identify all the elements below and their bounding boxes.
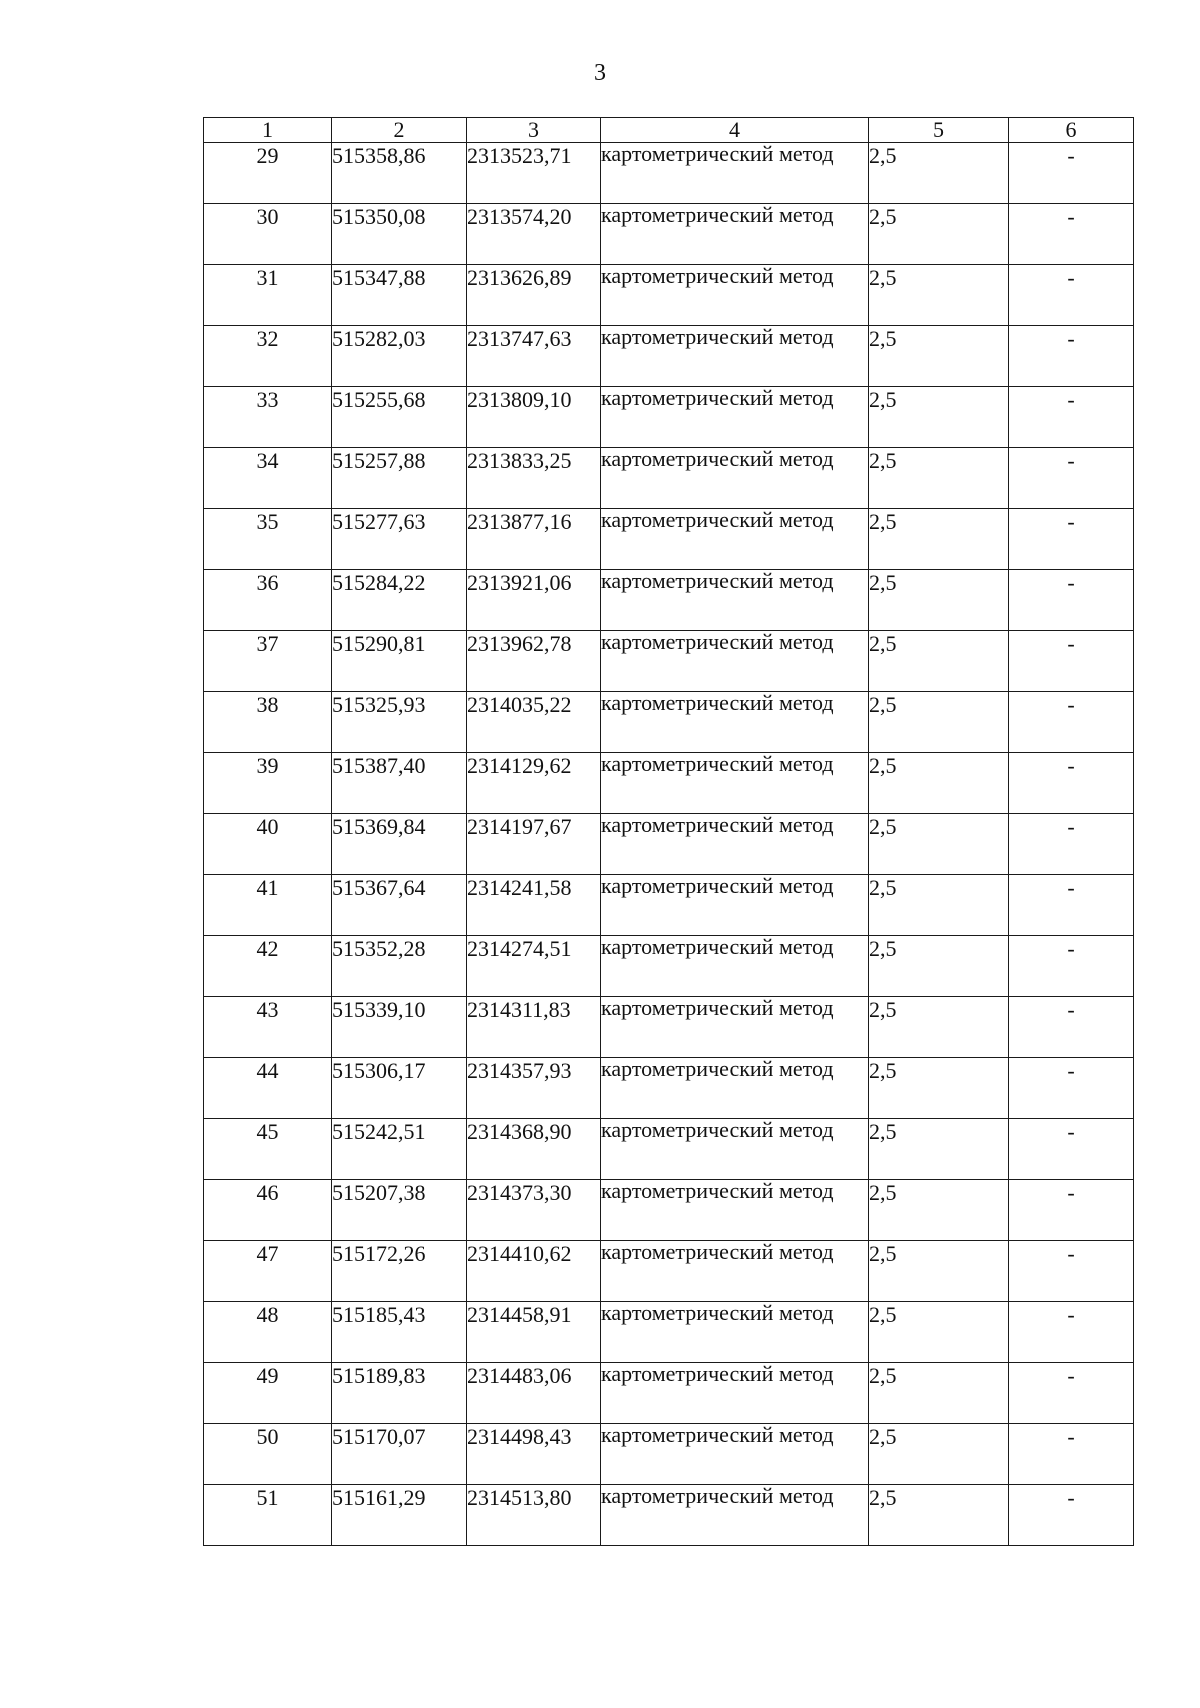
point-number-cell: 46 (204, 1180, 332, 1241)
note-cell: - (1009, 570, 1134, 631)
point-number-cell: 51 (204, 1485, 332, 1546)
y-coordinate-cell: 2313962,78 (467, 631, 601, 692)
note-cell: - (1009, 509, 1134, 570)
accuracy-cell: 2,5 (869, 509, 1009, 570)
method-cell: картометрический метод (601, 1119, 869, 1180)
table-row (204, 692, 1134, 753)
note-cell: - (1009, 692, 1134, 753)
note-cell: - (1009, 387, 1134, 448)
accuracy-cell: 2,5 (869, 1485, 1009, 1546)
method-cell: картометрический метод (601, 448, 869, 509)
point-number-cell: 35 (204, 509, 332, 570)
method-cell: картометрический метод (601, 204, 869, 265)
x-coordinate-cell: 515347,88 (332, 265, 467, 326)
header-col-1: 1 (204, 118, 332, 143)
page-number: 3 (594, 60, 606, 86)
table-row (204, 509, 1134, 570)
x-coordinate-cell: 515255,68 (332, 387, 467, 448)
method-cell: картометрический метод (601, 326, 869, 387)
x-coordinate-cell: 515352,28 (332, 936, 467, 997)
point-number-cell: 31 (204, 265, 332, 326)
method-cell: картометрический метод (601, 1485, 869, 1546)
note-cell: - (1009, 997, 1134, 1058)
method-cell: картометрический метод (601, 1058, 869, 1119)
accuracy-cell: 2,5 (869, 387, 1009, 448)
table-header-row (204, 118, 1134, 143)
table-row (204, 936, 1134, 997)
point-number-cell: 39 (204, 753, 332, 814)
note-cell: - (1009, 1302, 1134, 1363)
y-coordinate-cell: 2314129,62 (467, 753, 601, 814)
accuracy-cell: 2,5 (869, 631, 1009, 692)
point-number-cell: 36 (204, 570, 332, 631)
note-cell: - (1009, 326, 1134, 387)
point-number-cell: 42 (204, 936, 332, 997)
y-coordinate-cell: 2314311,83 (467, 997, 601, 1058)
y-coordinate-cell: 2314458,91 (467, 1302, 601, 1363)
method-cell: картометрический метод (601, 814, 869, 875)
accuracy-cell: 2,5 (869, 997, 1009, 1058)
accuracy-cell: 2,5 (869, 265, 1009, 326)
point-number-cell: 48 (204, 1302, 332, 1363)
y-coordinate-cell: 2313833,25 (467, 448, 601, 509)
note-cell: - (1009, 936, 1134, 997)
x-coordinate-cell: 515242,51 (332, 1119, 467, 1180)
accuracy-cell: 2,5 (869, 448, 1009, 509)
point-number-cell: 38 (204, 692, 332, 753)
table-row (204, 1058, 1134, 1119)
x-coordinate-cell: 515306,17 (332, 1058, 467, 1119)
accuracy-cell: 2,5 (869, 1241, 1009, 1302)
method-cell: картометрический метод (601, 753, 869, 814)
note-cell: - (1009, 814, 1134, 875)
table-row (204, 875, 1134, 936)
method-cell: картометрический метод (601, 1180, 869, 1241)
table-row (204, 204, 1134, 265)
method-cell: картометрический метод (601, 509, 869, 570)
table-row (204, 814, 1134, 875)
note-cell: - (1009, 1241, 1134, 1302)
y-coordinate-cell: 2313523,71 (467, 143, 601, 204)
point-number-cell: 40 (204, 814, 332, 875)
point-number-cell: 32 (204, 326, 332, 387)
point-number-cell: 30 (204, 204, 332, 265)
y-coordinate-cell: 2314368,90 (467, 1119, 601, 1180)
point-number-cell: 50 (204, 1424, 332, 1485)
point-number-cell: 43 (204, 997, 332, 1058)
x-coordinate-cell: 515277,63 (332, 509, 467, 570)
table-row (204, 1180, 1134, 1241)
accuracy-cell: 2,5 (869, 1058, 1009, 1119)
table-row (204, 448, 1134, 509)
x-coordinate-cell: 515207,38 (332, 1180, 467, 1241)
accuracy-cell: 2,5 (869, 875, 1009, 936)
y-coordinate-cell: 2313747,63 (467, 326, 601, 387)
method-cell: картометрический метод (601, 692, 869, 753)
accuracy-cell: 2,5 (869, 326, 1009, 387)
y-coordinate-cell: 2313877,16 (467, 509, 601, 570)
y-coordinate-cell: 2314483,06 (467, 1363, 601, 1424)
note-cell: - (1009, 753, 1134, 814)
y-coordinate-cell: 2313809,10 (467, 387, 601, 448)
method-cell: картометрический метод (601, 875, 869, 936)
method-cell: картометрический метод (601, 143, 869, 204)
header-col-4: 4 (601, 118, 869, 143)
note-cell: - (1009, 875, 1134, 936)
accuracy-cell: 2,5 (869, 143, 1009, 204)
x-coordinate-cell: 515257,88 (332, 448, 467, 509)
method-cell: картометрический метод (601, 1424, 869, 1485)
method-cell: картометрический метод (601, 265, 869, 326)
point-number-cell: 44 (204, 1058, 332, 1119)
x-coordinate-cell: 515282,03 (332, 326, 467, 387)
y-coordinate-cell: 2313626,89 (467, 265, 601, 326)
x-coordinate-cell: 515170,07 (332, 1424, 467, 1485)
table-row (204, 387, 1134, 448)
note-cell: - (1009, 631, 1134, 692)
x-coordinate-cell: 515161,29 (332, 1485, 467, 1546)
point-number-cell: 49 (204, 1363, 332, 1424)
coordinates-table (203, 117, 1134, 1546)
table-row (204, 1241, 1134, 1302)
note-cell: - (1009, 1119, 1134, 1180)
table-body (204, 143, 1134, 1546)
accuracy-cell: 2,5 (869, 204, 1009, 265)
table-row (204, 631, 1134, 692)
header-col-2: 2 (332, 118, 467, 143)
y-coordinate-cell: 2314513,80 (467, 1485, 601, 1546)
accuracy-cell: 2,5 (869, 1363, 1009, 1424)
x-coordinate-cell: 515290,81 (332, 631, 467, 692)
y-coordinate-cell: 2314197,67 (467, 814, 601, 875)
x-coordinate-cell: 515284,22 (332, 570, 467, 631)
x-coordinate-cell: 515369,84 (332, 814, 467, 875)
table-row (204, 143, 1134, 204)
accuracy-cell: 2,5 (869, 814, 1009, 875)
accuracy-cell: 2,5 (869, 570, 1009, 631)
y-coordinate-cell: 2314241,58 (467, 875, 601, 936)
method-cell: картометрический метод (601, 997, 869, 1058)
note-cell: - (1009, 1058, 1134, 1119)
note-cell: - (1009, 1363, 1134, 1424)
table-row (204, 570, 1134, 631)
table-row (204, 997, 1134, 1058)
method-cell: картометрический метод (601, 570, 869, 631)
note-cell: - (1009, 1485, 1134, 1546)
accuracy-cell: 2,5 (869, 936, 1009, 997)
point-number-cell: 41 (204, 875, 332, 936)
note-cell: - (1009, 204, 1134, 265)
note-cell: - (1009, 1180, 1134, 1241)
y-coordinate-cell: 2314373,30 (467, 1180, 601, 1241)
accuracy-cell: 2,5 (869, 1302, 1009, 1363)
x-coordinate-cell: 515367,64 (332, 875, 467, 936)
table-row (204, 1119, 1134, 1180)
point-number-cell: 37 (204, 631, 332, 692)
accuracy-cell: 2,5 (869, 1119, 1009, 1180)
note-cell: - (1009, 1424, 1134, 1485)
x-coordinate-cell: 515339,10 (332, 997, 467, 1058)
header-col-6: 6 (1009, 118, 1134, 143)
method-cell: картометрический метод (601, 1241, 869, 1302)
point-number-cell: 29 (204, 143, 332, 204)
table-row (204, 326, 1134, 387)
x-coordinate-cell: 515172,26 (332, 1241, 467, 1302)
y-coordinate-cell: 2314035,22 (467, 692, 601, 753)
y-coordinate-cell: 2314498,43 (467, 1424, 601, 1485)
note-cell: - (1009, 448, 1134, 509)
y-coordinate-cell: 2314357,93 (467, 1058, 601, 1119)
table-row (204, 753, 1134, 814)
table-row (204, 265, 1134, 326)
method-cell: картометрический метод (601, 936, 869, 997)
x-coordinate-cell: 515350,08 (332, 204, 467, 265)
point-number-cell: 33 (204, 387, 332, 448)
x-coordinate-cell: 515387,40 (332, 753, 467, 814)
point-number-cell: 47 (204, 1241, 332, 1302)
method-cell: картометрический метод (601, 631, 869, 692)
point-number-cell: 34 (204, 448, 332, 509)
point-number-cell: 45 (204, 1119, 332, 1180)
y-coordinate-cell: 2314410,62 (467, 1241, 601, 1302)
method-cell: картометрический метод (601, 1363, 869, 1424)
y-coordinate-cell: 2313574,20 (467, 204, 601, 265)
x-coordinate-cell: 515189,83 (332, 1363, 467, 1424)
y-coordinate-cell: 2314274,51 (467, 936, 601, 997)
x-coordinate-cell: 515325,93 (332, 692, 467, 753)
note-cell: - (1009, 143, 1134, 204)
table-row (204, 1485, 1134, 1546)
note-cell: - (1009, 265, 1134, 326)
table-row (204, 1302, 1134, 1363)
header-col-3: 3 (467, 118, 601, 143)
y-coordinate-cell: 2313921,06 (467, 570, 601, 631)
header-col-5: 5 (869, 118, 1009, 143)
x-coordinate-cell: 515185,43 (332, 1302, 467, 1363)
x-coordinate-cell: 515358,86 (332, 143, 467, 204)
accuracy-cell: 2,5 (869, 692, 1009, 753)
method-cell: картометрический метод (601, 1302, 869, 1363)
accuracy-cell: 2,5 (869, 753, 1009, 814)
accuracy-cell: 2,5 (869, 1424, 1009, 1485)
table-row (204, 1424, 1134, 1485)
method-cell: картометрический метод (601, 387, 869, 448)
table-row (204, 1363, 1134, 1424)
accuracy-cell: 2,5 (869, 1180, 1009, 1241)
